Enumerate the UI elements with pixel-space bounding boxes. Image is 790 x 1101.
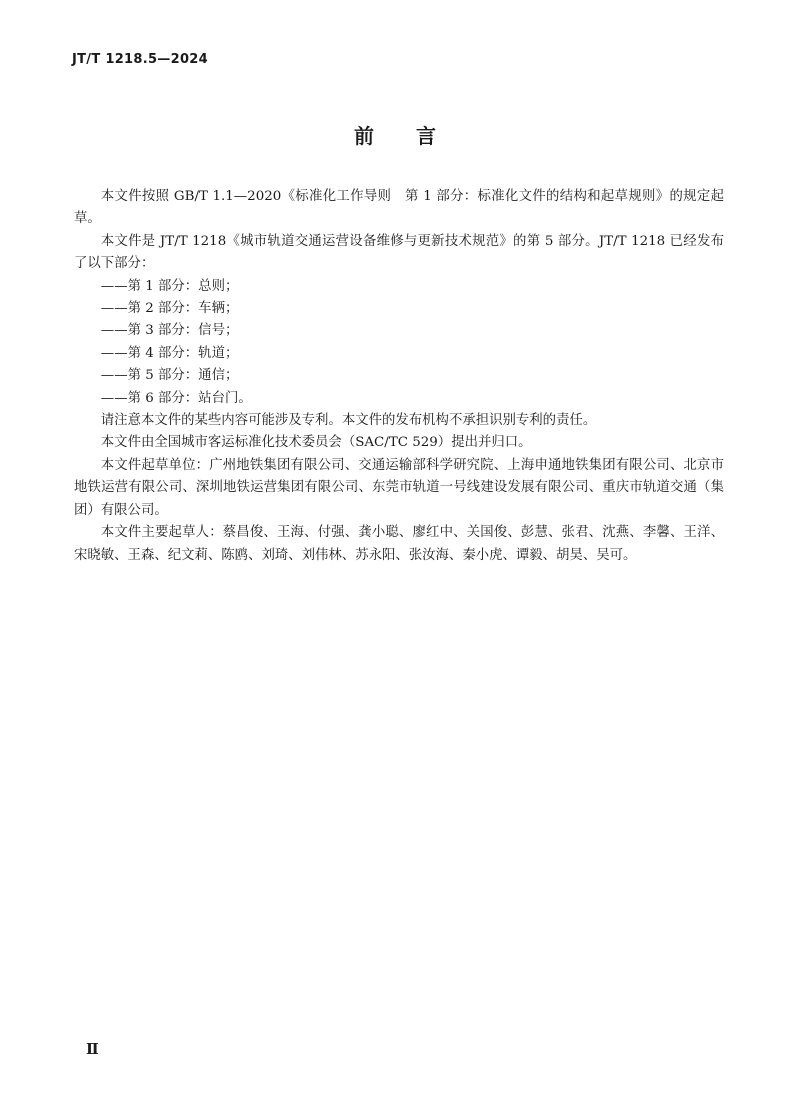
list-item-part-6: ——第 6 部分：站台门。 (100, 390, 252, 406)
page-number: Ⅱ (86, 1040, 99, 1058)
list-item-part-5: ——第 5 部分：通信； (100, 368, 239, 384)
list-item-part-1: ——第 1 部分：总则； (100, 278, 239, 294)
list-item-part-2: ——第 2 部分：车辆； (100, 301, 239, 317)
list-item-part-3: ——第 3 部分：信号； (100, 323, 239, 339)
paragraph-patent-notice: 请注意本文件的某些内容可能涉及专利。本文件的发布机构不承担识别专利的责任。 (100, 413, 597, 429)
paragraph-drafting-units: 本文件起草单位：广州地铁集团有限公司、交通运输部科学研究院、上海申通地铁集团有限公司、北京市地铁运营有限公司、深圳地铁运营集团有限公司、东莞市轨道一号线建设发展有限公司、重庆市轨道交通（集团）有限公司。 (74, 457, 724, 518)
foreword-body (74, 186, 724, 567)
paragraph-committee: 本文件由全国城市客运标准化技术委员会（SAC/TC 529）提出并归口。 (100, 435, 532, 451)
document-code: JT/T 1218.5—2024 (72, 52, 208, 67)
paragraph-drafters: 本文件主要起草人：蔡昌俊、王海、付强、龚小聪、廖红中、关国俊、彭慧、张君、沈燕、李馨、王洋、宋晓敏、王森、纪文莉、陈鸥、刘琦、刘伟林、苏永阳、张汝海、秦小虎、谭毅、胡昊、吴可。 (74, 525, 724, 563)
paragraph-drafting-rules: 本文件按照 GB/T 1.1—2020《标准化工作导则 第 1 部分：标准化文件的结构和起草规则》的规定起草。 (74, 189, 724, 227)
section-title: 前言 (354, 124, 478, 148)
list-item-part-4: ——第 4 部分：轨道； (100, 345, 239, 361)
paragraph-series-intro: 本文件是 JT/T 1218《城市轨道交通运营设备维修与更新技术规范》的第 5 部分。JT/T 1218 已经发布了以下部分： (74, 233, 724, 272)
